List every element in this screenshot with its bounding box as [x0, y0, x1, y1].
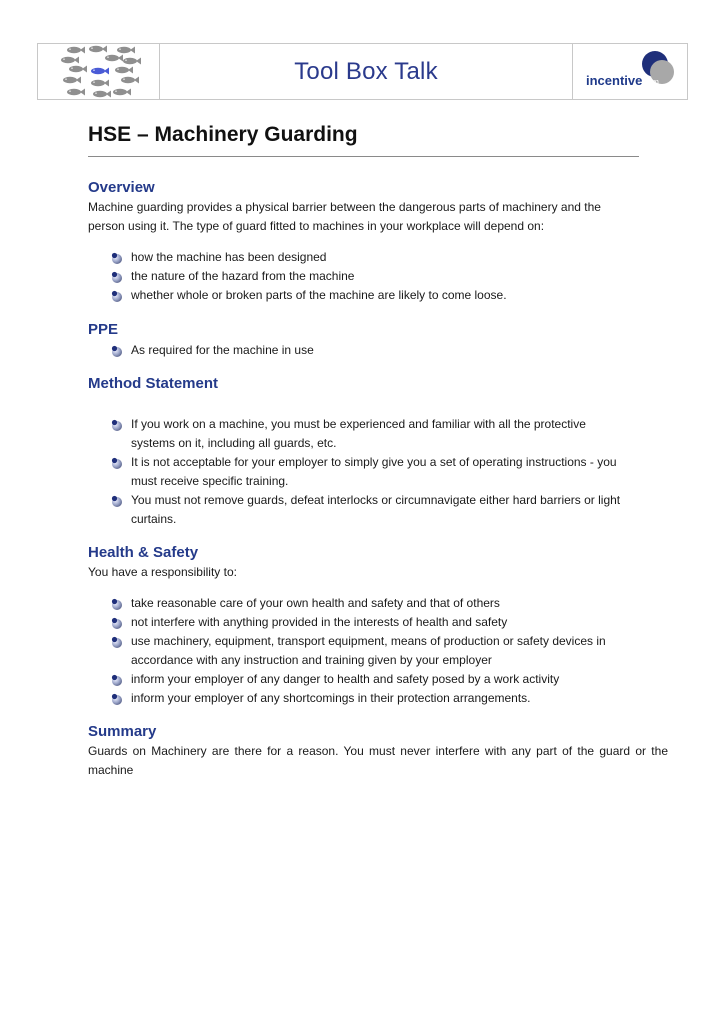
bullet-icon [110, 456, 124, 470]
health-safety-list [88, 594, 678, 708]
list-item: inform your employer of any shortcomings in their protection arrangements. [88, 689, 621, 708]
list-item: the nature of the hazard from the machine [88, 267, 621, 286]
fish-school-icon [38, 44, 158, 99]
overview-heading: Overview [88, 179, 155, 196]
fish-school-image [38, 44, 160, 99]
bullet-icon [110, 289, 124, 303]
banner-title-cell [160, 44, 573, 99]
bullet-icon [110, 344, 124, 358]
bullet-icon [110, 494, 124, 508]
logo-text: incentive [586, 73, 643, 88]
ppe-heading: PPE [88, 321, 119, 338]
list-item: You must not remove guards, defeat interlocks or circumnavigate either hard barriers or light curtains. [88, 491, 621, 529]
method-statement-heading: Method Statement [88, 375, 219, 392]
bullet-icon [110, 616, 124, 630]
overview-paragraph-line-1: Machine guarding provides a physical barrier between the dangerous parts of machinery and the [88, 200, 601, 214]
logo-suffix: fm [649, 77, 659, 87]
summary-paragraph: Guards on Machinery are there for a reason. You must never interfere with any part of the guard or the machine [88, 744, 668, 777]
ppe-list [88, 341, 678, 360]
list-item: how the machine has been designed [88, 248, 621, 267]
bullet-icon [110, 673, 124, 687]
document-header [37, 43, 688, 100]
logo-circles-icon [573, 44, 688, 99]
company-logo [573, 44, 687, 99]
overview-paragraph-line-2: person using it. The type of guard fitted to machines in your workplace will depend on: [88, 219, 545, 233]
list-item: take reasonable care of your own health and safety and that of others [88, 594, 621, 613]
list-item: inform your employer of any danger to health and safety posed by a work activity [88, 670, 621, 689]
summary-heading: Summary [88, 723, 157, 740]
bullet-icon [110, 418, 124, 432]
list-item: It is not acceptable for your employer to simply give you a set of operating instructions - you must receive specific training. [88, 453, 621, 491]
list-item: use machinery, equipment, transport equipment, means of production or safety devices in accordance with any instruction and training given by your employer [88, 632, 621, 670]
page-title: HSE – Machinery Guarding [88, 120, 639, 157]
bullet-icon [110, 270, 124, 284]
health-safety-heading: Health & Safety [88, 544, 199, 561]
bullet-icon [110, 597, 124, 611]
bullet-icon [110, 692, 124, 706]
method-statement-list [88, 415, 678, 529]
bullet-icon [110, 635, 124, 649]
health-safety-intro: You have a responsibility to: [88, 565, 237, 579]
list-item: not interfere with anything provided in the interests of health and safety [88, 613, 621, 632]
bullet-icon [110, 251, 124, 265]
list-item: whether whole or broken parts of the machine are likely to come loose. [88, 286, 621, 305]
list-item: If you work on a machine, you must be experienced and familiar with all the protective systems on it, including all guards, etc. [88, 415, 621, 453]
banner-title: Tool Box Talk [294, 57, 438, 85]
list-item: As required for the machine in use [88, 341, 621, 360]
overview-list [88, 248, 678, 305]
document-body [88, 120, 678, 780]
